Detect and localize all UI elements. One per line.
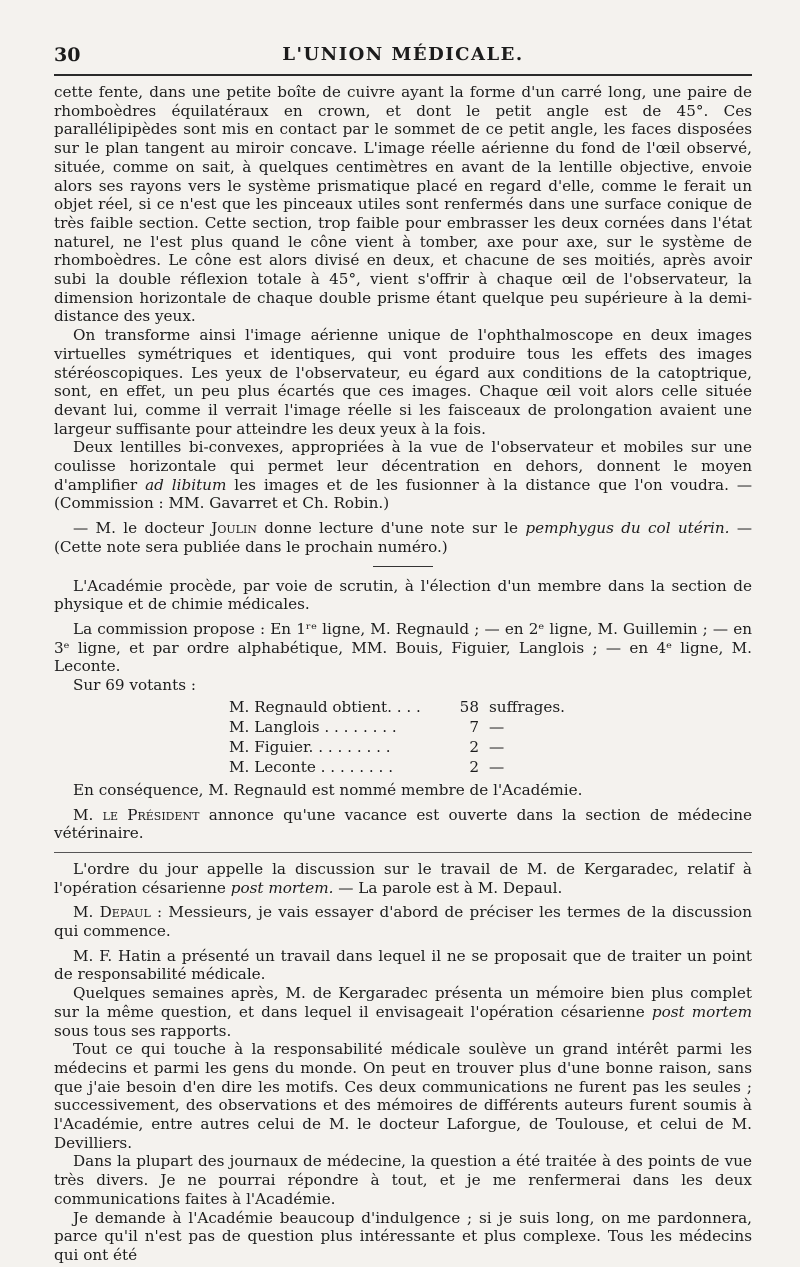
paragraph: Deux lentilles bi-convexes, appropriées à la vue de l'observateur et mobiles sur une coulisse horizontale qui permet leur décentration en dehors, donnent le moyen d'amplifier ad libitum les images et de les fusionner à la distance que l'on voudra. — (Commission : MM. Gavarret et Ch. Robin.) [54, 438, 753, 513]
paragraph: La commission propose : En 1ʳᵉ ligne, M. Regnauld ; — en 2ᵉ ligne, M. Guillemin ; — en 3ᵉ ligne, et par ordre alphabétique, MM. Bouis, Figuier, Langlois ; — en 4ᵉ ligne, M. Leconte. [54, 619, 752, 676]
paragraph: Quelques semaines après, M. de Kergaradec présenta un mémoire bien plus complet sur la même question, et dans lequel il envisageait l'opération césarienne post mortem sous tous ses rapports. [54, 984, 753, 1040]
speaker-name: M. Depaul : [73, 903, 163, 922]
paragraph: cette fente, dans une petite boîte de cuivre ayant la forme d'un carré long, une paire de rhomboèdres équilatéraux en crown, et dont le petit angle est de 45°. Ces parallélipipèdes sont mis en contact par le sommet de ce petit angle, les faces disposées sur le plan tangent au miroir concave. L'image réelle aérienne du fond de l'œil observé, située, comme on sait, à quelques centimètres en avant de la lentille objective, envoie alors ses rayons vers le système prismatique placé en regard d'elle, comme le ferait un objet réel, si ce n'est que les pinceaux utiles sont renfermés dans une surface conique de très faible section. Cette section, trop faible pour embrasser les deux cornées dans l'état naturel, ne l'est plus quand le cône vient à tomber, axe pour axe, sur le système de rhomboèdres. Le cône est alors divisé en deux, et chacune de ses moitiés, après avoir subi la double réflexion totale à 45°, vient s'offrir à chaque œil de l'observateur, la dimension horizontale de chaque double prisme étant quelque peu supérieure à la demi-distance des yeux. [54, 83, 752, 326]
president-title: le Président [102, 805, 200, 824]
paragraph: M. Depaul : Messieurs, je vais essayer d'abord de préciser les termes de la discussion qui commence. [54, 903, 752, 941]
section-separator [373, 566, 433, 567]
paragraph: M. le Président annonce qu'une vacance est ouverte dans la section de médecine vétérinaire. [54, 805, 753, 843]
paragraph: Dans la plupart des journaux de médecine, la question a été traitée à des points de vue très divers. Je ne pourrai répondre à tout, et je me renfermerai dans les deux communications faites à l'Académie. [54, 1152, 752, 1208]
paragraph: L'Académie procède, par voie de scrutin, à l'élection d'un membre dans la section de physique et de chimie médicales. [54, 576, 752, 614]
table-row: M. Figuier. . . . . . . . . 2 — [229, 738, 505, 757]
table-row: M. Regnauld obtient. . . . 58 suffrages. [229, 698, 566, 717]
paragraph: L'ordre du jour appelle la discussion sur le travail de M. de Kergaradec, relatif à l'opération césarienne post mortem. — La parole est à M. Depaul. [54, 859, 752, 897]
paragraph: On transforme ainsi l'image aérienne unique de l'ophthalmoscope en deux images virtuelles symétriques et identiques, qui vont produire tous les effets des images stéréoscopiques. Les yeux de l'observateur, eu égard aux conditions de la catoptrique, sont, en effet, un peu plus écartés que ces images. Chaque œil voit alors celle située devant lui, comme il verrait l'image réelle si les faisceaux de prolongation avaient une largeur suffisante pour atteindre les deux yeux à la fois. [54, 326, 752, 438]
table-row: M. Leconte . . . . . . . . 2 — [229, 758, 505, 777]
page-number: 30 [54, 44, 81, 66]
paragraph: En conséquence, M. Regnauld est nommé membre de l'Académie. [73, 780, 583, 799]
vote-table [229, 698, 565, 778]
page-header [54, 44, 752, 70]
table-row: M. Langlois . . . . . . . . 7 — [229, 718, 505, 737]
author-name: Joulin [211, 519, 257, 538]
paragraph: M. F. Hatin a présenté un travail dans lequel il ne se proposait que de traiter un point de responsabilité médicale. [54, 946, 752, 984]
section-rule [54, 852, 752, 853]
body-text [54, 83, 752, 1265]
paragraph: Tout ce qui touche à la responsabilité médicale soulève un grand intérêt parmi les médecins et parmi les gens du monde. On peut en trouver plus d'une bonne raison, sans que j'aie besoin d'en dire les motifs. Ces deux communications ne furent pas les seules ; successivement, des observations et des mémoires de différents auteurs furent soumis à l'Académie, entre autres celui de M. le docteur Laforgue, de Toulouse, et celui de M. Devilliers. [54, 1040, 752, 1152]
running-title: L'UNION MÉDICALE. [282, 44, 524, 65]
header-rule [54, 74, 752, 76]
paragraph: — M. le docteur Joulin donne lecture d'une note sur le pemphygus du col utérin. — (Cette note sera publiée dans le prochain numéro.) [54, 519, 753, 556]
paragraph: Sur 69 votants : [73, 676, 196, 695]
paragraph: Je demande à l'Académie beaucoup d'indulgence ; si je suis long, on me pardonnera, parce qu'il n'est pas de question plus intéressante et plus complexe. Tous les médecins qui ont été [54, 1208, 752, 1264]
